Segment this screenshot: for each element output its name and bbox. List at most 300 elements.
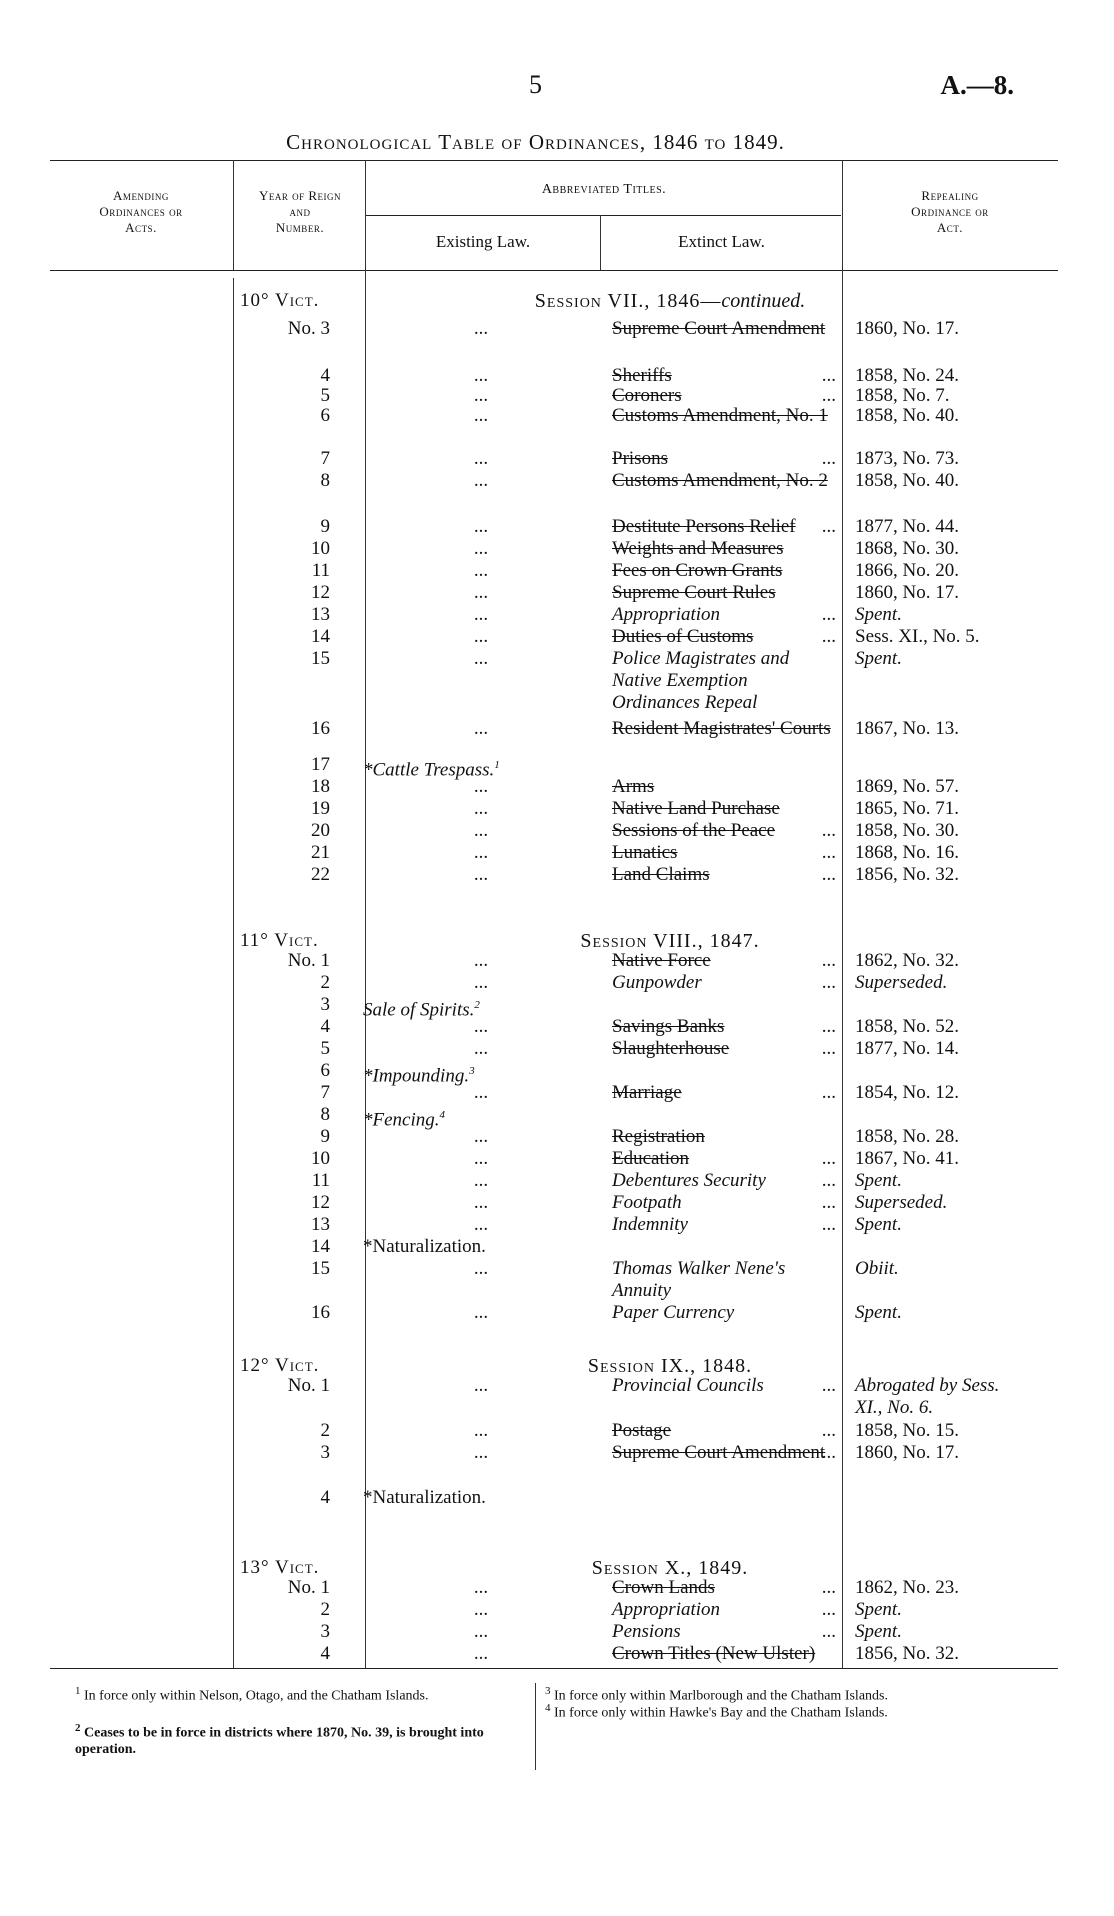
- existing-law: [366, 318, 596, 340]
- repealing-act: 1868, No. 16.: [855, 842, 959, 863]
- extinct-law-text: Sheriffs: [612, 365, 672, 386]
- page-title: Chronological Table of Ordinances, 1846 to 1849.: [286, 130, 785, 154]
- existing-law: [363, 1236, 593, 1258]
- footnote-mark: 2: [75, 1722, 81, 1734]
- existing-law: [366, 648, 596, 670]
- leader-dots: ...: [821, 1577, 836, 1598]
- extinct-law-text: Duties of Customs: [612, 626, 754, 647]
- existing-law-text: ...: [473, 1621, 489, 1642]
- col-rule-1: [233, 278, 234, 1668]
- leader-dots: ...: [821, 1082, 836, 1103]
- extinct-law-text: Supreme Court Amendment: [612, 318, 826, 339]
- row-number: 11: [311, 1170, 330, 1191]
- extinct-law: [612, 1126, 836, 1148]
- existing-law: [366, 385, 596, 407]
- extinct-law: [612, 385, 836, 407]
- col-rule-4: [842, 160, 843, 1668]
- repealing-act: 1869, No. 57.: [855, 776, 959, 797]
- header-abbreviated: Abbreviated Titles.: [541, 182, 667, 197]
- extinct-law-text: Lunatics: [612, 842, 678, 863]
- header-year-line: and: [289, 204, 311, 219]
- repealing-act: Obiit.: [855, 1258, 899, 1279]
- session-label: Session VIII., 1847.: [580, 930, 760, 952]
- extinct-law-text: Supreme Court Amendment: [612, 1442, 826, 1463]
- repealing-act: 1877, No. 44.: [855, 516, 959, 537]
- existing-law: [366, 1375, 596, 1397]
- existing-law-text: ...: [473, 516, 489, 537]
- existing-law-text: ...: [473, 1258, 489, 1279]
- extinct-law: [612, 604, 836, 626]
- repealing-act: 1868, No. 30.: [855, 538, 959, 559]
- extinct-law: [612, 820, 836, 842]
- header-bottom-rule: [50, 270, 1058, 271]
- existing-law-text: ...: [473, 1126, 489, 1147]
- page-number: 5: [529, 70, 542, 99]
- row-number: 14: [311, 1236, 330, 1257]
- extinct-law-text: Weights and Measures: [612, 538, 784, 559]
- repealing-act: 1856, No. 32.: [855, 1643, 959, 1664]
- row-number: 16: [311, 1302, 330, 1323]
- repealing-act: 1862, No. 23.: [855, 1577, 959, 1598]
- leader-dots: ...: [821, 1599, 836, 1620]
- row-number: 3: [320, 994, 330, 1015]
- existing-law: [366, 1192, 596, 1214]
- leader-dots: ...: [821, 385, 836, 406]
- extinct-law: [612, 972, 836, 994]
- existing-law: [366, 1148, 596, 1170]
- row-number: 7: [320, 448, 330, 469]
- existing-law-text: ...: [473, 405, 489, 426]
- row-number: 9: [320, 516, 330, 537]
- row-number: 15: [311, 648, 330, 669]
- repealing-act: 1858, No. 15.: [855, 1420, 959, 1441]
- repealing-act: 1858, No. 24.: [855, 365, 959, 386]
- repealing-act: 1862, No. 32.: [855, 950, 959, 971]
- row-number: 10: [311, 1148, 330, 1169]
- footnote-ref: 3: [469, 1065, 475, 1077]
- row-number: 11: [311, 560, 330, 581]
- session-year: 10° Vict.: [240, 290, 320, 311]
- extinct-law-text: Savings Banks: [612, 1016, 725, 1037]
- col-rule-1-head: [233, 160, 234, 270]
- existing-law: [366, 604, 596, 626]
- existing-law: [366, 1302, 596, 1324]
- extinct-law-text: Destitute Persons Relief: [612, 516, 796, 537]
- session-label-continued: continued.: [721, 290, 806, 312]
- existing-law: [366, 470, 596, 492]
- extinct-law: [612, 1214, 836, 1236]
- repealing-act: 1866, No. 20.: [855, 560, 959, 581]
- row-number: 16: [311, 718, 330, 739]
- extinct-law-text: Police Magistrates and Native Exemption Ordinances Repeal: [612, 648, 790, 713]
- leader-dots: ...: [821, 1420, 836, 1441]
- existing-law: [366, 798, 596, 820]
- extinct-law-text: Arms: [612, 776, 655, 797]
- existing-law-text: *Impounding.: [363, 1065, 470, 1087]
- existing-law: [366, 1038, 596, 1060]
- row-number: 2: [320, 1599, 330, 1620]
- extinct-law-text: Pensions: [612, 1621, 681, 1642]
- leader-dots: ...: [821, 1621, 836, 1642]
- repealing-act: 1860, No. 17.: [855, 582, 959, 603]
- row-number: 20: [311, 820, 330, 841]
- extinct-law-text: Crown Lands: [612, 1577, 715, 1598]
- row-number: 2: [320, 1420, 330, 1441]
- existing-law-text: ...: [473, 560, 489, 581]
- existing-law-text: Sale of Spirits.: [363, 999, 475, 1021]
- extinct-law: [612, 864, 836, 886]
- existing-law-text: *Fencing.: [363, 1109, 440, 1131]
- table-top-rule: [50, 160, 1058, 161]
- existing-law: [366, 1214, 596, 1236]
- extinct-law: [612, 560, 836, 582]
- row-number: 3: [320, 1621, 330, 1642]
- repealing-act: Superseded.: [855, 1192, 948, 1213]
- header-existing: Existing Law.: [435, 232, 531, 251]
- leader-dots: ...: [821, 1214, 836, 1235]
- extinct-law: [612, 1148, 836, 1170]
- existing-law-text: ...: [473, 1442, 489, 1463]
- existing-law: [366, 1621, 596, 1643]
- existing-law-text: ...: [473, 1148, 489, 1169]
- existing-law-text: ...: [473, 626, 489, 647]
- row-number: 8: [320, 1104, 330, 1125]
- repealing-act: Spent.: [855, 1302, 902, 1323]
- extinct-law-text: Native Force: [612, 950, 711, 971]
- extinct-law: [612, 626, 836, 648]
- repealing-act: Spent.: [855, 648, 902, 669]
- session-year: 11° Vict.: [240, 930, 319, 951]
- session-year: 12° Vict.: [240, 1355, 320, 1376]
- existing-law: [366, 718, 596, 740]
- extinct-law: [612, 1643, 836, 1665]
- existing-law: [366, 1420, 596, 1442]
- existing-law: [366, 972, 596, 994]
- row-number: 5: [320, 385, 330, 406]
- footnote-divider: [535, 1683, 536, 1770]
- row-number: No. 1: [287, 950, 330, 971]
- repealing-act: Spent.: [855, 1214, 902, 1235]
- repealing-act: Spent.: [855, 604, 902, 625]
- extinct-law-text: Provincial Councils: [612, 1375, 764, 1396]
- leader-dots: ...: [821, 1192, 836, 1213]
- existing-law-text: ...: [473, 648, 489, 669]
- leader-dots: ...: [821, 972, 836, 993]
- existing-law: [366, 1577, 596, 1599]
- extinct-law: [612, 1082, 836, 1104]
- extinct-law-text: Fees on Crown Grants: [612, 560, 783, 581]
- existing-law-text: ...: [473, 1375, 489, 1396]
- extinct-law: [612, 776, 836, 798]
- existing-law: [366, 864, 596, 886]
- extinct-law-text: Gunpowder: [612, 972, 702, 993]
- header-year: [236, 188, 364, 236]
- extinct-law-text: Footpath: [612, 1192, 682, 1213]
- existing-law: [366, 1170, 596, 1192]
- leader-dots: ...: [821, 516, 836, 537]
- footnote-text: Ceases to be in force in districts where 1870, No. 39, is brought into operation.: [75, 1725, 484, 1757]
- footnote-ref: 4: [439, 1109, 446, 1121]
- repealing-act: 1858, No. 7.: [855, 385, 950, 406]
- repealing-act: 1858, No. 40.: [855, 470, 959, 491]
- extinct-law: [612, 648, 836, 714]
- existing-law-text: ...: [473, 1016, 489, 1037]
- extinct-law-text: Marriage: [612, 1082, 682, 1103]
- extinct-law-text: Paper Currency: [612, 1302, 735, 1323]
- existing-law-text: *Naturalization.: [363, 1236, 486, 1257]
- existing-law-text: ...: [473, 604, 489, 625]
- document-reference: A.—8.: [940, 70, 1014, 100]
- extinct-law: [612, 538, 836, 560]
- extinct-law-text: Postage: [612, 1420, 672, 1441]
- existing-law: [366, 820, 596, 842]
- footnote-mark: 1: [75, 1685, 81, 1697]
- existing-law: [366, 842, 596, 864]
- repealing-act: 1860, No. 17.: [855, 318, 959, 339]
- extinct-law-text: Appropriation: [612, 1599, 721, 1620]
- existing-law-text: ...: [473, 798, 489, 819]
- existing-law: [366, 1126, 596, 1148]
- leader-dots: ...: [821, 604, 836, 625]
- existing-law-text: ...: [473, 582, 489, 603]
- footnote-text: In force only within Nelson, Otago, and the Chatham Islands.: [84, 1688, 429, 1704]
- existing-law-text: ...: [473, 820, 489, 841]
- extinct-law-text: Native Land Purchase: [612, 798, 780, 819]
- leader-dots: ...: [821, 1442, 836, 1463]
- extinct-law-text: Slaughterhouse: [612, 1038, 730, 1059]
- extinct-law: [612, 448, 836, 470]
- leader-dots: ...: [821, 842, 836, 863]
- row-number: 10: [311, 538, 330, 559]
- extinct-law: [612, 516, 836, 538]
- extinct-law-text: Debentures Security: [612, 1170, 766, 1191]
- existing-law-text: ...: [473, 776, 489, 797]
- leader-dots: ...: [821, 1148, 836, 1169]
- repealing-act: Abrogated by Sess. XI., No. 6.: [855, 1375, 1000, 1418]
- leader-dots: ...: [821, 864, 836, 885]
- extinct-law-text: Land Claims: [612, 864, 710, 885]
- row-number: No. 1: [287, 1577, 330, 1598]
- existing-law-text: ...: [473, 1192, 489, 1213]
- table-bottom-rule: [50, 1668, 1058, 1669]
- session-heading: [300, 290, 1040, 313]
- repealing-act: 1858, No. 28.: [855, 1126, 959, 1147]
- leader-dots: ...: [821, 365, 836, 386]
- extinct-law-text: Education: [612, 1148, 690, 1169]
- leader-dots: ...: [821, 626, 836, 647]
- repealing-act: 1867, No. 41.: [855, 1148, 959, 1169]
- row-number: 4: [320, 1487, 330, 1508]
- extinct-law-text: Indemnity: [612, 1214, 688, 1235]
- extinct-law: [612, 1302, 836, 1324]
- abbrev-sub-rule: [365, 215, 841, 216]
- footnote-mark: 3: [545, 1685, 551, 1697]
- header-repealing-line: Ordinance or: [911, 204, 989, 219]
- footnote-ref: 1: [494, 759, 500, 771]
- leader-dots: ...: [821, 1038, 836, 1059]
- existing-law: [366, 405, 596, 427]
- leader-dots: ...: [821, 1170, 836, 1191]
- extinct-law: [612, 1192, 836, 1214]
- header-amending-line: Acts.: [125, 220, 157, 235]
- extinct-law: [612, 1621, 836, 1643]
- existing-law: [366, 516, 596, 538]
- repealing-act: 1854, No. 12.: [855, 1082, 959, 1103]
- extinct-law-text: Coroners: [612, 385, 682, 406]
- extinct-law-text: Customs Amendment, No. 2: [612, 470, 828, 491]
- extinct-law: [612, 1420, 836, 1442]
- header-amending-line: Ordinances or: [99, 204, 183, 219]
- row-number: 22: [311, 864, 330, 885]
- existing-law-text: ...: [473, 842, 489, 863]
- existing-law-text: ...: [473, 538, 489, 559]
- row-number: 15: [311, 1258, 330, 1279]
- existing-law-text: ...: [473, 972, 489, 993]
- extinct-law: [612, 1599, 836, 1621]
- footnote-mark: 4: [545, 1702, 551, 1714]
- existing-law: [366, 560, 596, 582]
- leader-dots: ...: [821, 950, 836, 971]
- extinct-law: [612, 950, 836, 972]
- extinct-law: [612, 582, 836, 604]
- existing-law: [366, 1643, 596, 1665]
- existing-law-text: ...: [473, 1082, 489, 1103]
- existing-law-text: ...: [473, 1302, 489, 1323]
- existing-law-text: ...: [473, 385, 489, 406]
- repealing-act: Sess. XI., No. 5.: [855, 626, 980, 647]
- row-number: 12: [311, 582, 330, 603]
- existing-law-text: ...: [473, 318, 489, 339]
- existing-law-text: ...: [473, 448, 489, 469]
- extinct-law-text: Sessions of the Peace: [612, 820, 776, 841]
- footnote-2: [75, 1720, 530, 1758]
- header-year-line: Year of Reign: [258, 188, 342, 203]
- existing-law: [366, 1442, 596, 1464]
- existing-law-text: ...: [473, 1599, 489, 1620]
- header-repealing-line: Repealing: [921, 188, 979, 203]
- row-number: 5: [320, 1038, 330, 1059]
- row-number: 13: [311, 1214, 330, 1235]
- repealing-act: 1858, No. 30.: [855, 820, 959, 841]
- footnote-4: [545, 1700, 1020, 1722]
- row-number: 13: [311, 604, 330, 625]
- row-number: 6: [320, 1060, 330, 1081]
- existing-law: [366, 1599, 596, 1621]
- row-number: 21: [311, 842, 330, 863]
- extinct-law: [612, 842, 836, 864]
- row-number: 4: [320, 365, 330, 386]
- row-number: 9: [320, 1126, 330, 1147]
- existing-law-text: *Cattle Trespass.: [363, 759, 495, 781]
- header-extinct: Extinct Law.: [678, 232, 765, 251]
- row-number: 2: [320, 972, 330, 993]
- existing-law-text: ...: [473, 1420, 489, 1441]
- header-amending-line: Amending: [113, 188, 169, 203]
- header-repealing: [845, 188, 1055, 236]
- extinct-law-text: Resident Magistrates' Courts: [612, 718, 831, 739]
- leader-dots: ...: [821, 1016, 836, 1037]
- leader-dots: ...: [821, 448, 836, 469]
- repealing-act: 1858, No. 52.: [855, 1016, 959, 1037]
- footnote-text: In force only within Marlborough and the Chatham Islands.: [554, 1688, 888, 1704]
- row-number: 18: [311, 776, 330, 797]
- existing-law-text: ...: [473, 1577, 489, 1598]
- existing-law: [366, 1082, 596, 1104]
- extinct-law-text: Thomas Walker Nene's Annuity: [612, 1258, 786, 1301]
- header-amending: [55, 188, 227, 236]
- extinct-law: [612, 405, 836, 427]
- extinct-law-text: Registration: [612, 1126, 705, 1147]
- extinct-law: [612, 318, 836, 340]
- existing-law: [366, 1016, 596, 1038]
- row-number: 4: [320, 1016, 330, 1037]
- existing-law: [366, 365, 596, 387]
- repealing-act: 1873, No. 73.: [855, 448, 959, 469]
- repealing-act: 1867, No. 13.: [855, 718, 959, 739]
- row-number: No. 1: [287, 1375, 330, 1396]
- extinct-law-text: Appropriation: [612, 604, 721, 625]
- existing-law-text: ...: [473, 864, 489, 885]
- extinct-law: [612, 1577, 836, 1599]
- existing-law: [366, 582, 596, 604]
- existing-law: [366, 626, 596, 648]
- row-number: 6: [320, 405, 330, 426]
- row-number: 19: [311, 798, 330, 819]
- row-number: 4: [320, 1643, 330, 1664]
- extinct-law: [612, 798, 836, 820]
- existing-law: [363, 1487, 593, 1509]
- session-year: 13° Vict.: [240, 1557, 320, 1578]
- repealing-act: 1860, No. 17.: [855, 1442, 959, 1463]
- repealing-act: Spent.: [855, 1599, 902, 1620]
- repealing-act: 1858, No. 40.: [855, 405, 959, 426]
- leader-dots: ...: [821, 1375, 836, 1396]
- existing-law-text: ...: [473, 1038, 489, 1059]
- existing-law: [366, 1258, 596, 1280]
- existing-law-text: ...: [473, 470, 489, 491]
- leader-dots: ...: [821, 820, 836, 841]
- existing-law-text: *Naturalization.: [363, 1487, 486, 1508]
- repealing-act: Spent.: [855, 1170, 902, 1191]
- session-label: Session IX., 1848.: [587, 1355, 753, 1377]
- footnote-ref: 2: [474, 999, 480, 1011]
- header-year-line: Number.: [275, 220, 325, 235]
- extinct-law-text: Crown Titles (New Ulster): [612, 1643, 816, 1664]
- extinct-law-text: Prisons: [612, 448, 668, 469]
- existing-law: [366, 448, 596, 470]
- header-repealing-line: Act.: [936, 220, 964, 235]
- extinct-law: [612, 470, 836, 492]
- row-number: 7: [320, 1082, 330, 1103]
- extinct-law: [612, 1016, 836, 1038]
- session-label: Session VII., 1846—: [534, 290, 722, 312]
- extinct-law: [612, 365, 836, 387]
- row-number: 14: [311, 626, 330, 647]
- row-number: No. 3: [287, 318, 330, 339]
- repealing-act: 1877, No. 14.: [855, 1038, 959, 1059]
- row-number: 8: [320, 470, 330, 491]
- existing-law-text: ...: [473, 950, 489, 971]
- row-number: 12: [311, 1192, 330, 1213]
- footnote-text: In force only within Hawke's Bay and the Chatham Islands.: [554, 1705, 888, 1721]
- repealing-act: 1856, No. 32.: [855, 864, 959, 885]
- existing-law-text: ...: [473, 1214, 489, 1235]
- extinct-law: [612, 718, 836, 740]
- existing-law: [366, 950, 596, 972]
- existing-law: [366, 538, 596, 560]
- existing-law-text: ...: [473, 365, 489, 386]
- repealing-act: Superseded.: [855, 972, 948, 993]
